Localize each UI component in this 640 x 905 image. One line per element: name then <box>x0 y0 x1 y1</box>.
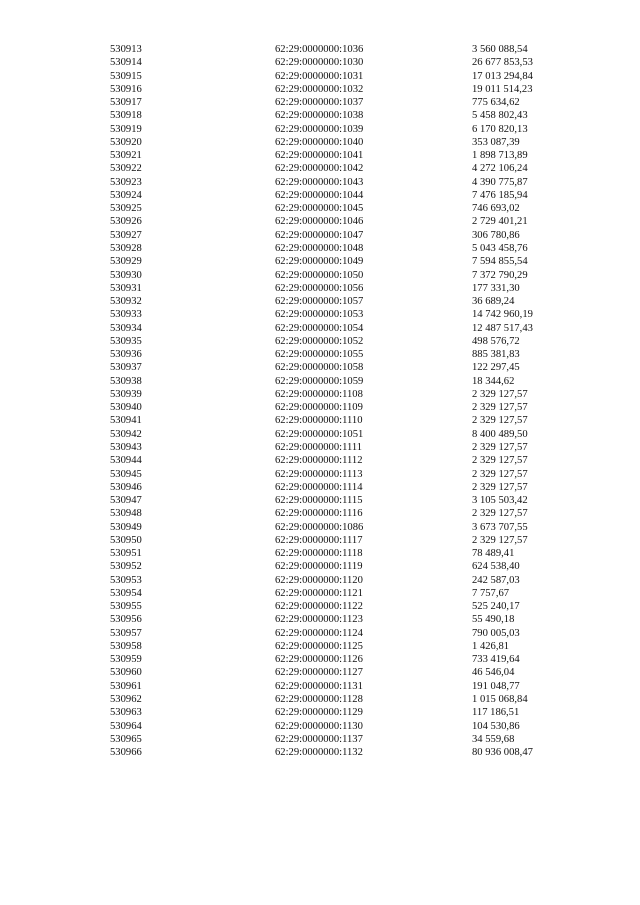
cadastral-number: 62:29:0000000:1111 <box>275 441 363 453</box>
row-number: 530927 <box>110 229 142 241</box>
row-number: 530944 <box>110 455 142 467</box>
row-number: 530925 <box>110 203 142 215</box>
table-row <box>0 494 640 507</box>
table-row <box>0 706 640 719</box>
cadastral-number: 62:29:0000000:1041 <box>275 150 364 162</box>
cadastral-number: 62:29:0000000:1128 <box>275 694 363 706</box>
cadastral-number: 62:29:0000000:1048 <box>275 242 364 254</box>
cadastral-number: 62:29:0000000:1112 <box>275 455 363 467</box>
cadastral-value: 242 587,03 <box>472 574 520 586</box>
cadastral-number: 62:29:0000000:1036 <box>275 44 364 55</box>
cadastral-value: 78 489,41 <box>472 548 515 560</box>
cadastral-value: 26 677 853,53 <box>472 57 533 69</box>
row-number: 530951 <box>110 548 142 560</box>
cadastral-number: 62:29:0000000:1032 <box>275 83 364 95</box>
table-row <box>0 560 640 573</box>
cadastral-value: 191 048,77 <box>472 680 520 692</box>
row-number: 530917 <box>110 97 142 109</box>
cadastral-number: 62:29:0000000:1045 <box>275 203 364 215</box>
table-row <box>0 666 640 679</box>
row-number: 530947 <box>110 495 142 507</box>
row-number: 530921 <box>110 150 142 162</box>
cadastral-value: 46 546,04 <box>472 667 515 679</box>
cadastral-value: 7 594 855,54 <box>472 256 528 268</box>
cadastral-number: 62:29:0000000:1049 <box>275 256 364 268</box>
table-row <box>0 441 640 454</box>
cadastral-number: 62:29:0000000:1047 <box>275 229 364 241</box>
table-row <box>0 83 640 96</box>
cadastral-number: 62:29:0000000:1123 <box>275 614 363 626</box>
cadastral-value: 624 538,40 <box>472 561 520 573</box>
cadastral-value: 12 487 517,43 <box>472 322 533 334</box>
row-number: 530942 <box>110 428 142 440</box>
cadastral-value: 8 400 489,50 <box>472 428 528 440</box>
row-number: 530957 <box>110 627 142 639</box>
row-number: 530964 <box>110 720 142 732</box>
row-number: 530963 <box>110 707 142 719</box>
table-row <box>0 308 640 321</box>
cadastral-number: 62:29:0000000:1132 <box>275 747 363 759</box>
table-row <box>0 388 640 401</box>
cadastral-value: 7 372 790,29 <box>472 269 528 281</box>
table-row <box>0 534 640 547</box>
table-row <box>0 720 640 733</box>
cadastral-value: 5 458 802,43 <box>472 110 528 122</box>
table-row <box>0 242 640 255</box>
cadastral-value: 353 087,39 <box>472 136 520 148</box>
cadastral-value: 2 329 127,57 <box>472 468 528 480</box>
cadastral-value: 17 013 294,84 <box>472 70 533 82</box>
table-row <box>0 136 640 149</box>
table-row <box>0 640 640 653</box>
cadastral-number: 62:29:0000000:1057 <box>275 296 364 308</box>
table-row <box>0 109 640 122</box>
cadastral-value: 775 634,62 <box>472 97 520 109</box>
table-row <box>0 454 640 467</box>
row-number: 530950 <box>110 534 142 546</box>
cadastral-value: 525 240,17 <box>472 601 520 613</box>
table-row <box>0 215 640 228</box>
cadastral-number: 62:29:0000000:1127 <box>275 667 363 679</box>
cadastral-value: 4 390 775,87 <box>472 176 528 188</box>
table-row <box>0 627 640 640</box>
row-number: 530914 <box>110 57 142 69</box>
table-row <box>0 70 640 83</box>
table-row <box>0 401 640 414</box>
row-number: 530935 <box>110 335 142 347</box>
cadastral-value: 3 105 503,42 <box>472 495 528 507</box>
cadastral-value: 19 011 514,23 <box>472 83 533 95</box>
table-row <box>0 348 640 361</box>
table-row <box>0 189 640 202</box>
table-row <box>0 414 640 427</box>
cadastral-value: 2 329 127,57 <box>472 388 528 400</box>
cadastral-number: 62:29:0000000:1121 <box>275 587 363 599</box>
cadastral-number: 62:29:0000000:1124 <box>275 627 363 639</box>
cadastral-value: 2 329 127,57 <box>472 481 528 493</box>
cadastral-number: 62:29:0000000:1046 <box>275 216 364 228</box>
table-row <box>0 574 640 587</box>
table-row <box>0 680 640 693</box>
row-number: 530933 <box>110 309 142 321</box>
table-row <box>0 202 640 215</box>
table-row <box>0 96 640 109</box>
cadastral-number: 62:29:0000000:1040 <box>275 136 364 148</box>
cadastral-number: 62:29:0000000:1114 <box>275 481 363 493</box>
cadastral-number: 62:29:0000000:1054 <box>275 322 364 334</box>
cadastral-value: 2 329 127,57 <box>472 415 528 427</box>
row-number: 530930 <box>110 269 142 281</box>
row-number: 530945 <box>110 468 142 480</box>
cadastral-value: 2 729 401,21 <box>472 216 528 228</box>
row-number: 530929 <box>110 256 142 268</box>
cadastral-number: 62:29:0000000:1109 <box>275 402 363 414</box>
row-number: 530966 <box>110 747 142 759</box>
table-row <box>0 375 640 388</box>
cadastral-number: 62:29:0000000:1039 <box>275 123 364 135</box>
cadastral-value: 18 344,62 <box>472 375 515 387</box>
cadastral-value: 2 329 127,57 <box>472 441 528 453</box>
row-number: 530941 <box>110 415 142 427</box>
table-row <box>0 176 640 189</box>
table-row <box>0 733 640 746</box>
cadastral-number: 62:29:0000000:1119 <box>275 561 363 573</box>
cadastral-value: 34 559,68 <box>472 733 515 745</box>
cadastral-value: 1 426,81 <box>472 640 510 652</box>
cadastral-number: 62:29:0000000:1050 <box>275 269 364 281</box>
cadastral-number: 62:29:0000000:1113 <box>275 468 363 480</box>
row-number: 530920 <box>110 136 142 148</box>
row-number: 530960 <box>110 667 142 679</box>
row-number: 530939 <box>110 388 142 400</box>
cadastral-number: 62:29:0000000:1031 <box>275 70 364 82</box>
table-row <box>0 282 640 295</box>
row-number: 530948 <box>110 508 142 520</box>
row-number: 530958 <box>110 640 142 652</box>
row-number: 530961 <box>110 680 142 692</box>
cadastral-value: 746 693,02 <box>472 203 520 215</box>
row-number: 530952 <box>110 561 142 573</box>
cadastral-value: 177 331,30 <box>472 282 520 294</box>
cadastral-value: 14 742 960,19 <box>472 309 533 321</box>
cadastral-value: 498 576,72 <box>472 335 520 347</box>
row-number: 530953 <box>110 574 142 586</box>
cadastral-number: 62:29:0000000:1110 <box>275 415 363 427</box>
cadastral-value: 306 780,86 <box>472 229 520 241</box>
cadastral-value: 104 530,86 <box>472 720 520 732</box>
row-number: 530959 <box>110 654 142 666</box>
table-row <box>0 600 640 613</box>
row-number: 530923 <box>110 176 142 188</box>
cadastral-number: 62:29:0000000:1056 <box>275 282 364 294</box>
cadastral-value: 2 329 127,57 <box>472 455 528 467</box>
table-row <box>0 335 640 348</box>
cadastral-value: 2 329 127,57 <box>472 534 528 546</box>
cadastral-value-table <box>0 43 640 759</box>
cadastral-value: 55 490,18 <box>472 614 515 626</box>
cadastral-number: 62:29:0000000:1126 <box>275 654 363 666</box>
table-row <box>0 229 640 242</box>
cadastral-value: 790 005,03 <box>472 627 520 639</box>
row-number: 530931 <box>110 282 142 294</box>
cadastral-number: 62:29:0000000:1037 <box>275 97 364 109</box>
table-row <box>0 587 640 600</box>
table-row <box>0 653 640 666</box>
row-number: 530915 <box>110 70 142 82</box>
cadastral-number: 62:29:0000000:1137 <box>275 733 363 745</box>
table-row <box>0 521 640 534</box>
row-number: 530916 <box>110 83 142 95</box>
table-row <box>0 149 640 162</box>
cadastral-value: 7 757,67 <box>472 587 510 599</box>
table-row <box>0 481 640 494</box>
table-row <box>0 361 640 374</box>
cadastral-number: 62:29:0000000:1058 <box>275 362 364 374</box>
table-row <box>0 123 640 136</box>
table-row <box>0 613 640 626</box>
cadastral-value: 7 476 185,94 <box>472 189 528 201</box>
cadastral-value: 122 297,45 <box>472 362 520 374</box>
cadastral-value: 885 381,83 <box>472 349 520 361</box>
cadastral-value: 3 560 088,54 <box>472 44 528 55</box>
row-number: 530938 <box>110 375 142 387</box>
cadastral-value: 3 673 707,55 <box>472 521 528 533</box>
cadastral-number: 62:29:0000000:1038 <box>275 110 364 122</box>
row-number: 530955 <box>110 601 142 613</box>
table-row <box>0 295 640 308</box>
table-row <box>0 428 640 441</box>
row-number: 530918 <box>110 110 142 122</box>
cadastral-number: 62:29:0000000:1053 <box>275 309 364 321</box>
cadastral-number: 62:29:0000000:1030 <box>275 57 364 69</box>
row-number: 530940 <box>110 402 142 414</box>
row-number: 530949 <box>110 521 142 533</box>
cadastral-value: 2 329 127,57 <box>472 508 528 520</box>
table-row <box>0 507 640 520</box>
row-number: 530954 <box>110 587 142 599</box>
cadastral-number: 62:29:0000000:1043 <box>275 176 364 188</box>
cadastral-value: 6 170 820,13 <box>472 123 528 135</box>
table-row <box>0 162 640 175</box>
table-row <box>0 468 640 481</box>
row-number: 530932 <box>110 296 142 308</box>
table-row <box>0 269 640 282</box>
row-number: 530926 <box>110 216 142 228</box>
cadastral-value: 80 936 008,47 <box>472 747 533 759</box>
cadastral-number: 62:29:0000000:1116 <box>275 508 363 520</box>
table-row <box>0 746 640 759</box>
cadastral-number: 62:29:0000000:1118 <box>275 548 363 560</box>
cadastral-number: 62:29:0000000:1108 <box>275 388 363 400</box>
row-number: 530956 <box>110 614 142 626</box>
cadastral-number: 62:29:0000000:1131 <box>275 680 363 692</box>
cadastral-number: 62:29:0000000:1117 <box>275 534 363 546</box>
cadastral-number: 62:29:0000000:1044 <box>275 189 364 201</box>
table-row <box>0 322 640 335</box>
cadastral-number: 62:29:0000000:1042 <box>275 163 364 175</box>
row-number: 530965 <box>110 733 142 745</box>
row-number: 530922 <box>110 163 142 175</box>
row-number: 530946 <box>110 481 142 493</box>
row-number: 530934 <box>110 322 142 334</box>
table-row <box>0 255 640 268</box>
row-number: 530924 <box>110 189 142 201</box>
cadastral-value: 733 419,64 <box>472 654 520 666</box>
row-number: 530943 <box>110 441 142 453</box>
cadastral-value: 4 272 106,24 <box>472 163 528 175</box>
cadastral-number: 62:29:0000000:1051 <box>275 428 364 440</box>
table-row <box>0 43 640 56</box>
row-number: 530937 <box>110 362 142 374</box>
cadastral-number: 62:29:0000000:1052 <box>275 335 364 347</box>
cadastral-value: 2 329 127,57 <box>472 402 528 414</box>
row-number: 530919 <box>110 123 142 135</box>
cadastral-number: 62:29:0000000:1059 <box>275 375 364 387</box>
cadastral-number: 62:29:0000000:1120 <box>275 574 363 586</box>
cadastral-number: 62:29:0000000:1130 <box>275 720 363 732</box>
row-number: 530962 <box>110 694 142 706</box>
row-number: 530928 <box>110 242 142 254</box>
cadastral-value: 1 015 068,84 <box>472 694 528 706</box>
cadastral-number: 62:29:0000000:1055 <box>275 349 364 361</box>
table-row <box>0 56 640 69</box>
cadastral-value: 36 689,24 <box>472 296 515 308</box>
cadastral-number: 62:29:0000000:1129 <box>275 707 363 719</box>
cadastral-value: 117 186,51 <box>472 707 520 719</box>
cadastral-value: 5 043 458,76 <box>472 242 528 254</box>
cadastral-number: 62:29:0000000:1115 <box>275 495 363 507</box>
row-number: 530913 <box>110 44 142 55</box>
cadastral-number: 62:29:0000000:1122 <box>275 601 363 613</box>
table-row <box>0 547 640 560</box>
row-number: 530936 <box>110 349 142 361</box>
cadastral-number: 62:29:0000000:1086 <box>275 521 364 533</box>
cadastral-value: 1 898 713,89 <box>472 150 528 162</box>
cadastral-number: 62:29:0000000:1125 <box>275 640 363 652</box>
table-row <box>0 693 640 706</box>
